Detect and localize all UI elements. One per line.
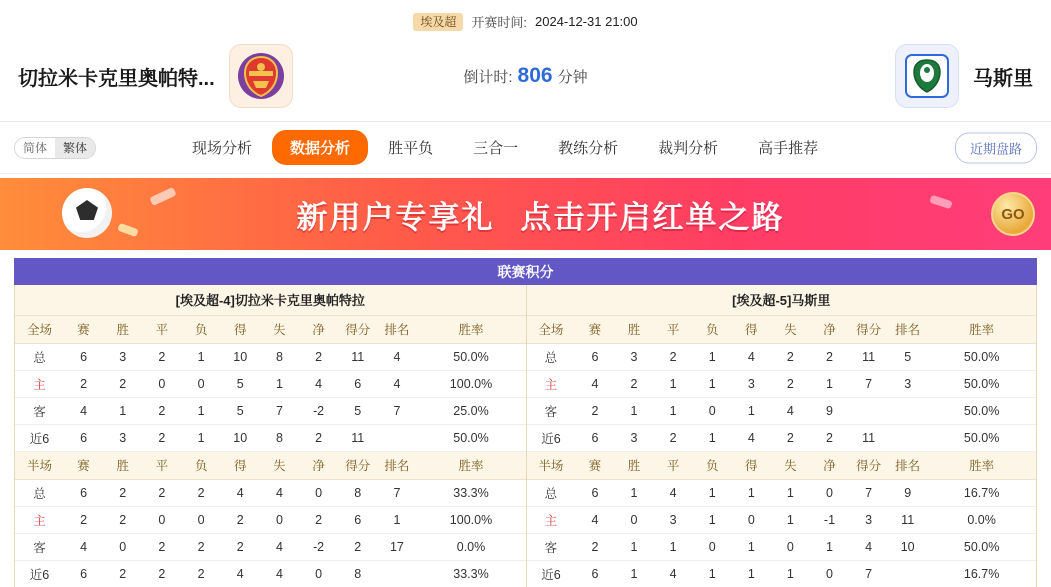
home-team[interactable] [18, 44, 418, 108]
table-row: 总 6 3 2 1 4 2 2 11 5 50.0% [527, 343, 1037, 370]
col-winrate: 胜率 [927, 315, 1036, 343]
row-label: 主 [15, 506, 64, 533]
tab-expert-picks[interactable]: 高手推荐 [758, 140, 819, 157]
col-loss: 负 [693, 315, 732, 343]
kickoff-label: 开赛时间: [471, 15, 527, 30]
col-goal-diff: 净 [810, 315, 849, 343]
table-row: 近6 6 2 2 2 4 4 0 8 33.3% [15, 560, 526, 587]
banner-text-left: 新用户专享礼 [296, 199, 495, 235]
tab-coach-analysis[interactable]: 教练分析 [558, 140, 619, 157]
match-header [0, 0, 1051, 122]
table-row: 总 6 3 2 1 10 8 2 11 4 50.0% [15, 343, 526, 370]
col-scope: 全场 [15, 315, 64, 343]
row-label: 主 [527, 506, 576, 533]
col-draw: 平 [654, 315, 693, 343]
col-goals-for: 得 [221, 315, 260, 343]
row-label: 客 [527, 533, 576, 560]
table-row: 客 2 1 1 0 1 0 1 4 10 50.0% [527, 533, 1037, 560]
col-loss: 负 [181, 315, 220, 343]
away-team-name: 马斯里 [973, 67, 1033, 90]
col-scope-half: 半场 [527, 451, 576, 479]
lang-simplified-option[interactable]: 简体 [15, 138, 55, 158]
home-team-name: 切拉米卡克里奥帕特... [18, 67, 215, 90]
home-team-crest-icon [229, 44, 293, 108]
tab-three-in-one[interactable]: 三合一 [473, 140, 519, 157]
table-row: 近6 6 1 4 1 1 1 0 7 16.7% [527, 560, 1037, 587]
teams-row [0, 31, 1051, 115]
countdown-value: 806 [517, 64, 553, 87]
col-scope-half: 半场 [15, 451, 64, 479]
away-table-team-header: [埃及超-5]马斯里 [527, 285, 1037, 315]
kickoff-time: 2024-12-31 21:00 [534, 14, 638, 29]
row-label: 总 [527, 479, 576, 506]
league-info-row [0, 0, 1051, 31]
content-area [0, 250, 1051, 587]
nav-items [172, 130, 838, 165]
table-row: 主 2 2 0 0 5 1 4 6 4 100.0% [15, 370, 526, 397]
away-halftime-header-row: 半场 赛 胜 平 负 得 失 净 得分 排名 胜率 [527, 451, 1037, 479]
row-label: 近6 [15, 424, 64, 451]
countdown-unit: 分钟 [557, 69, 588, 86]
row-label: 客 [527, 397, 576, 424]
standings-tables [14, 285, 1037, 587]
away-fulltime-header-row [527, 315, 1037, 343]
col-scope: 全场 [527, 315, 576, 343]
tab-referee-analysis[interactable]: 裁判分析 [658, 140, 719, 157]
table-row: 近6 6 3 2 1 4 2 2 11 50.0% [527, 424, 1037, 451]
countdown [418, 64, 633, 88]
away-team-crest-icon [895, 44, 959, 108]
away-standings-table [526, 285, 1037, 587]
table-row: 主 2 2 0 0 2 0 2 6 1 100.0% [15, 506, 526, 533]
col-rank: 排名 [377, 315, 416, 343]
away-table-team-header-row [527, 285, 1037, 315]
away-team[interactable] [633, 44, 1033, 108]
home-halftime-header-row: 半场 赛 胜 平 负 得 失 净 得分 排名 胜率 [15, 451, 526, 479]
col-goals-for: 得 [732, 315, 771, 343]
col-goals-against: 失 [771, 315, 810, 343]
table-row: 主 4 2 1 1 3 2 1 7 3 50.0% [527, 370, 1037, 397]
col-goal-diff: 净 [299, 315, 338, 343]
tab-win-draw-lose[interactable]: 胜平负 [388, 140, 434, 157]
nav-right [955, 132, 1037, 163]
col-played: 赛 [575, 315, 614, 343]
home-table-team-header-row [15, 285, 526, 315]
home-standings-table [15, 285, 526, 587]
promo-banner[interactable] [0, 178, 1051, 250]
tab-data-analysis[interactable]: 数据分析 [272, 130, 368, 165]
row-label: 主 [15, 370, 64, 397]
table-row: 主 4 0 3 1 0 1 -1 3 11 0.0% [527, 506, 1037, 533]
row-label: 主 [527, 370, 576, 397]
countdown-label: 倒计时: [463, 69, 513, 86]
col-points: 得分 [849, 315, 888, 343]
table-row: 客 2 1 1 0 1 4 9 50.0% [527, 397, 1037, 424]
col-points: 得分 [338, 315, 377, 343]
row-label: 近6 [527, 560, 576, 587]
col-goals-against: 失 [260, 315, 299, 343]
home-fulltime-header-row [15, 315, 526, 343]
banner-go-button[interactable]: GO [991, 192, 1035, 236]
table-row: 客 4 1 2 1 5 7 -2 5 7 25.0% [15, 397, 526, 424]
row-label: 近6 [15, 560, 64, 587]
home-table-team-header: [埃及超-4]切拉米卡克里奥帕特拉 [15, 285, 526, 315]
col-win: 胜 [103, 315, 142, 343]
lang-traditional-option[interactable]: 繁体 [55, 138, 95, 158]
col-draw: 平 [142, 315, 181, 343]
row-label: 客 [15, 533, 64, 560]
row-label: 总 [15, 343, 64, 370]
row-label: 总 [527, 343, 576, 370]
section-title-league-points: 联赛积分 [14, 258, 1037, 285]
soccer-ball-icon [62, 188, 112, 238]
row-label: 近6 [527, 424, 576, 451]
main-navbar [0, 122, 1051, 174]
league-badge: 埃及超 [413, 13, 463, 31]
table-row: 近6 6 3 2 1 10 8 2 11 50.0% [15, 424, 526, 451]
tab-live-analysis[interactable]: 现场分析 [192, 140, 253, 157]
table-row: 客 4 0 2 2 2 4 -2 2 17 0.0% [15, 533, 526, 560]
table-row: 总 6 1 4 1 1 1 0 7 9 16.7% [527, 479, 1037, 506]
table-row: 总 6 2 2 2 4 4 0 8 7 33.3% [15, 479, 526, 506]
col-win: 胜 [614, 315, 653, 343]
row-label: 客 [15, 397, 64, 424]
language-toggle[interactable] [14, 137, 96, 159]
col-rank: 排名 [888, 315, 927, 343]
banner-text-right: 点击开启红单之路 [520, 199, 785, 235]
row-label: 总 [15, 479, 64, 506]
col-played: 赛 [64, 315, 103, 343]
recent-odds-button[interactable]: 近期盘路 [955, 132, 1037, 163]
col-winrate: 胜率 [417, 315, 526, 343]
